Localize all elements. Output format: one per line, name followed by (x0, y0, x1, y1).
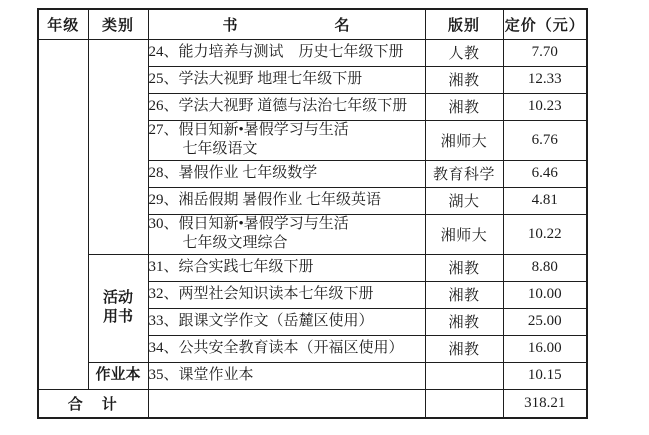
book-name-line2: 七年级语文 (182, 141, 258, 157)
total-label-cell: 合 计 (38, 389, 148, 418)
category-cell-workbook: 作业本 (88, 362, 148, 389)
publisher-cell: 人教 (425, 39, 503, 66)
price-cell: 10.23 (503, 93, 587, 120)
table-row (38, 254, 587, 281)
total-book-cell-empty (148, 389, 425, 418)
publisher-cell: 湘教 (425, 254, 503, 281)
category-cell-empty (88, 39, 148, 254)
price-cell: 6.76 (503, 120, 587, 160)
price-cell: 4.81 (503, 187, 587, 214)
price-cell: 6.46 (503, 160, 587, 187)
price-cell: 10.00 (503, 281, 587, 308)
total-row (38, 389, 587, 418)
price-cell: 25.00 (503, 308, 587, 335)
price-cell: 10.15 (503, 362, 587, 389)
grade-cell-empty (38, 39, 88, 389)
category-cell-activity-books (88, 254, 148, 362)
publisher-cell: 湘教 (425, 335, 503, 362)
price-cell: 7.70 (503, 39, 587, 66)
book-name-cell: 29、湘岳假期 暑假作业 七年级英语 (148, 187, 425, 214)
book-name-cell: 35、课堂作业本 (148, 362, 425, 389)
price-cell: 10.22 (503, 214, 587, 254)
book-name-cell: 24、能力培养与测试 历史七年级下册 (148, 39, 425, 66)
book-name-cell: 28、暑假作业 七年级数学 (148, 160, 425, 187)
publisher-cell: 湘师大 (425, 120, 503, 160)
book-name-line1: 30、假日知新•暑假学习与生活 (148, 216, 349, 232)
price-cell: 12.33 (503, 66, 587, 93)
book-name-cell: 31、综合实践七年级下册 (148, 254, 425, 281)
table-row (38, 362, 587, 389)
category-label-line2: 用书 (102, 309, 133, 325)
publisher-cell: 湘教 (425, 281, 503, 308)
book-name-cell (148, 214, 425, 254)
publisher-cell: 湘教 (425, 66, 503, 93)
price-cell: 16.00 (503, 335, 587, 362)
col-header-price: 定价（元） (503, 9, 587, 39)
publisher-cell: 湘师大 (425, 214, 503, 254)
textbook-price-table (37, 8, 588, 419)
book-name-cell: 33、跟课文学作文（岳麓区使用） (148, 308, 425, 335)
table-row (38, 39, 587, 66)
total-price-cell: 318.21 (503, 389, 587, 418)
book-name-cell: 26、学法大视野 道德与法治七年级下册 (148, 93, 425, 120)
col-header-book-name: 书 名 (148, 9, 425, 39)
table-header-row (38, 9, 587, 39)
publisher-cell (425, 362, 503, 389)
book-name-line1: 27、假日知新•暑假学习与生活 (148, 122, 349, 138)
col-header-category: 类别 (88, 9, 148, 39)
category-label-line1: 活动 (102, 290, 133, 306)
price-cell: 8.80 (503, 254, 587, 281)
publisher-cell: 湘教 (425, 308, 503, 335)
book-name-cell: 32、两型社会知识读本七年级下册 (148, 281, 425, 308)
total-publisher-cell-empty (425, 389, 503, 418)
col-header-grade: 年级 (38, 9, 88, 39)
book-name-cell: 25、学法大视野 地理七年级下册 (148, 66, 425, 93)
book-name-cell (148, 120, 425, 160)
publisher-cell: 教育科学 (425, 160, 503, 187)
book-name-cell: 34、公共安全教育读本（开福区使用） (148, 335, 425, 362)
publisher-cell: 湘教 (425, 93, 503, 120)
book-name-line2: 七年级文理综合 (182, 235, 288, 251)
publisher-cell: 湖大 (425, 187, 503, 214)
col-header-publisher: 版别 (425, 9, 503, 39)
